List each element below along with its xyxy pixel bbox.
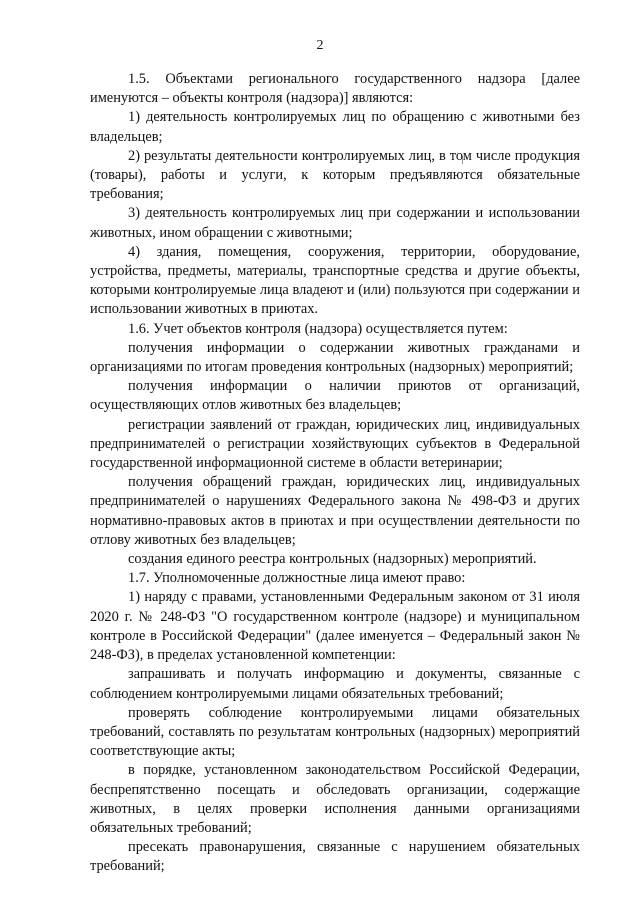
paragraph-p-1-5-3: 3) деятельность контролируемых лиц при содержании и использовании животных, ином обращении с животными; <box>90 205 580 241</box>
paragraph-p-1-6: 1.6. Учет объектов контроля (надзора) осуществляется путем: <box>128 320 508 337</box>
paragraph-p-1-5-2: 2) результаты деятельности контролируемых лиц, в том числе продукция (товары), работы и услуги, к которым предъявляются обязательные требования; <box>90 147 580 203</box>
paragraph-p-1-5-1: 1) деятельность контролируемых лиц по обращению с животными без владельцев; <box>90 109 580 145</box>
document-body <box>90 70 580 877</box>
paragraph-p-1-6-a: получения информации о содержании животных гражданами и организациями по итогам проведения контрольных (надзорных) мероприятий; <box>90 339 580 376</box>
paragraph-p-1-6-e: создания единого реестра контрольных (надзорных) мероприятий. <box>128 551 537 568</box>
paragraph-p-1-7: 1.7. Уполномоченные должностные лица имеют право: <box>128 570 466 587</box>
paragraph-p-1-7-1: 1) наряду с правами, установленными Федеральным законом от 31 июля 2020 г. № 248-ФЗ "О государственном контроле (надзоре) и муниципальном контроле в Российской Федерации" (далее именуется – Федеральный закон № 248-ФЗ), в пределах установленной компетенции: <box>90 589 580 664</box>
paragraph-p-1-5-4: 4) здания, помещения, сооружения, территории, оборудование, устройства, предметы, материалы, транспортные средства и другие объекты, которыми контролируемые лица владеют и (или) пользуются при содержании и использовании животных в приютах. <box>90 243 580 318</box>
paragraph-p-1-6-b: получения информации о наличии приютов от организаций, осуществляющих отлов животных без владельцев; <box>90 378 580 414</box>
paragraph-p-1-6-c: регистрации заявлений от граждан, юридических лиц, индивидуальных предпринимателей о регистрации хозяйствующих субъектов в Федеральной государственной информационной системе в области ветеринарии; <box>90 416 580 472</box>
paragraph-p-1-7-1-a: запрашивать и получать информацию и документы, связанные с соблюдением контролируемыми лицами обязательных требований; <box>90 666 580 702</box>
paragraph-p-1-6-d: получения обращений граждан, юридических лиц, индивидуальных предпринимателей о нарушениях Федерального закона № 498-ФЗ и других нормативно-правовых актов в приютах и при осуществлении деятельности по отлову животных без владельцев; <box>90 474 580 548</box>
paragraph-p-1-7-1-b: проверять соблюдение контролируемыми лицами обязательных требований, составлять по результатам контрольных (надзорных) мероприятий соответствующие акты; <box>90 704 580 760</box>
paragraph-p-1-7-1-c: в порядке, установленном законодательством Российской Федерации, беспрепятственно посещать и обследовать организации, содержащие животных, в целях проверки исполнения данными организациями обязательных требований; <box>90 762 580 836</box>
paragraph-p-1-5: 1.5. Объектами регионального государственного надзора [далее именуются – объекты контроля (надзора)] являются: <box>90 71 580 107</box>
paragraph-p-1-7-1-d: пресекать правонарушения, связанные с нарушением обязательных требований; <box>90 839 580 875</box>
page-number: 2 <box>316 38 324 53</box>
